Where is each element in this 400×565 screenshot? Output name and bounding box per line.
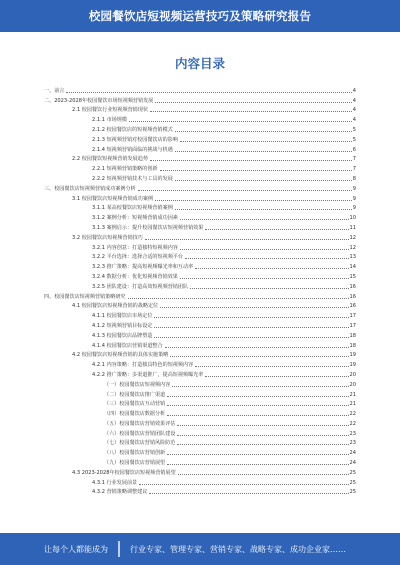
toc-entry-text: （八）校园餐饮店营销创新 — [104, 450, 166, 457]
toc-leader-dots — [154, 337, 348, 338]
toc-leader-dots — [66, 92, 351, 93]
toc-page-number: 13 — [349, 254, 356, 261]
toc-page-number: 16 — [349, 293, 356, 300]
toc-page-number: 8 — [352, 175, 356, 182]
toc-entry-text: 2.2.2 短视频营销技术与工具的发展 — [92, 175, 173, 182]
footer-tagline: 行业专家、管理专家、营销专家、战略专家、成功企业家…… — [130, 544, 346, 554]
toc-page-number: 10 — [349, 215, 356, 222]
table-of-contents — [44, 84, 356, 495]
toc-page-number: 17 — [349, 313, 356, 320]
header-banner — [0, 0, 400, 32]
toc-leader-dots — [155, 200, 352, 201]
toc-page-number: 4 — [352, 117, 356, 124]
toc-leader-dots — [138, 190, 352, 191]
toc-leader-dots — [154, 317, 348, 318]
toc-leader-dots — [170, 356, 348, 357]
toc-entry[interactable] — [44, 329, 356, 339]
toc-entry[interactable] — [44, 172, 356, 182]
toc-entry-text: 3.2.2 平台选择：选择合适的短视频平台 — [92, 254, 183, 261]
toc-entry-text: 2.1 校园餐饮行业短视频营销现状 — [72, 107, 148, 114]
toc-entry[interactable] — [44, 290, 356, 300]
toc-page-number: 7 — [352, 156, 356, 163]
toc-entry[interactable] — [44, 476, 356, 486]
toc-entry-text: 3.2.1 内容创意：打造独特短视频内容 — [92, 244, 178, 251]
toc-entry-text: 2.2 校园餐饮短视频营销发展趋势 — [72, 156, 148, 163]
toc-entry[interactable] — [44, 300, 356, 310]
toc-leader-dots — [155, 102, 351, 103]
toc-entry-text: 3.2.4 数据分析：优化短视频营销效果 — [92, 273, 178, 280]
toc-entry[interactable] — [44, 260, 356, 270]
toc-entry[interactable] — [44, 270, 356, 280]
toc-entry[interactable] — [44, 339, 356, 349]
toc-entry[interactable] — [44, 368, 356, 378]
toc-page-number: 16 — [349, 283, 356, 290]
toc-page-number: 11 — [349, 224, 356, 231]
toc-leader-dots — [190, 288, 348, 289]
toc-entry[interactable] — [44, 319, 356, 329]
toc-entry-text: （七）校园餐饮店营销风险防范 — [104, 440, 176, 447]
toc-page-number: 25 — [349, 469, 356, 476]
document-title: 校园餐饮店短视频运营技巧及策略研究报告 — [88, 9, 312, 23]
toc-entry-text: 4.1.1 校园餐饮店市场定位 — [92, 313, 153, 320]
toc-entry[interactable] — [44, 133, 356, 143]
toc-entry[interactable] — [44, 456, 356, 466]
toc-entry-text: 4.3 2023-2028年校园餐饮店短视频营销展望 — [72, 469, 176, 476]
toc-page-number: 9 — [352, 195, 356, 202]
toc-entry-text: （九）校园餐饮店营销展望 — [104, 460, 166, 467]
toc-page-number: 20 — [349, 381, 356, 388]
toc-leader-dots — [154, 327, 348, 328]
toc-entry-text: 3.1.2 案例分析：短视频营销成功因素 — [92, 215, 178, 222]
toc-entry-text: 二、2023-2028年校园餐饮市场短视频营销发展 — [44, 97, 154, 104]
toc-entry[interactable] — [44, 153, 356, 163]
toc-leader-dots — [180, 141, 352, 142]
toc-entry[interactable] — [44, 388, 356, 398]
toc-leader-dots — [205, 229, 348, 230]
toc-entry-text: 4.1.3 校园餐饮店品牌塑造 — [92, 332, 153, 339]
toc-leader-dots — [180, 278, 349, 279]
toc-entry-text: 4.1.2 短视频营销目标设定 — [92, 322, 153, 329]
toc-page-number: 9 — [352, 205, 356, 212]
toc-page-number: 23 — [349, 440, 356, 447]
toc-entry-text: 4.2.1 内容策略：打造独具特色的短视频内容 — [92, 362, 194, 369]
toc-entry-text: （三）校园餐饮店互动营销 — [104, 401, 166, 408]
toc-page-number: 12 — [349, 244, 356, 251]
toc-page-number: 12 — [349, 234, 356, 241]
toc-entry-text: （五）校园餐饮店营销效果评估 — [104, 420, 176, 427]
toc-entry-text: 2.1.1 市场规模 — [92, 117, 127, 124]
toc-page-number: 9 — [352, 185, 356, 192]
toc-entry-text: 4.2.2 推广策略：多渠道推广，提高短视频曝光率 — [92, 371, 204, 378]
toc-entry[interactable] — [44, 378, 356, 388]
toc-leader-dots — [185, 258, 349, 259]
toc-entry[interactable] — [44, 251, 356, 261]
toc-entry-text: 4.1 校园餐饮店短视频营销的战略定位 — [72, 303, 159, 310]
toc-page-number: 24 — [349, 460, 356, 467]
toc-page-number: 5 — [352, 126, 356, 133]
toc-page-number: 25 — [349, 479, 356, 486]
toc-leader-dots — [175, 151, 352, 152]
toc-leader-dots — [167, 396, 348, 397]
toc-heading: 内容目录 — [174, 56, 225, 71]
toc-entry-text: 4.2 校园餐饮店短视频营销的具体实施策略 — [72, 352, 169, 359]
toc-entry-text: 2.1.4 短视频营销面临的挑战与机遇 — [92, 146, 173, 153]
toc-entry-text: 3.1.3 案例启示：提升校园餐饮店短视频营销效果 — [92, 224, 204, 231]
toc-page-number: 18 — [349, 332, 356, 339]
toc-leader-dots — [177, 425, 348, 426]
toc-entry[interactable] — [44, 113, 356, 123]
toc-entry-text: 三、校园餐饮店短视频营销成功案例分析 — [44, 185, 136, 192]
toc-entry[interactable] — [44, 123, 356, 133]
footer-slogan: 让每个人都能成为 — [44, 544, 108, 554]
toc-leader-dots — [128, 298, 349, 299]
toc-page-number: 24 — [349, 450, 356, 457]
footer-banner — [0, 533, 400, 565]
toc-leader-dots — [172, 386, 348, 387]
toc-entry[interactable] — [44, 231, 356, 241]
toc-page-number: 16 — [349, 303, 356, 310]
toc-page-number: 19 — [349, 352, 356, 359]
toc-page-number: 4 — [352, 107, 356, 114]
toc-entry[interactable] — [44, 241, 356, 251]
toc-entry-text: 3.2 校园餐饮店短视频营销技巧 — [72, 234, 143, 241]
toc-page-number: 7 — [352, 166, 356, 173]
toc-entry[interactable] — [44, 407, 356, 417]
toc-entry[interactable] — [44, 182, 356, 192]
toc-page-number: 20 — [349, 371, 356, 378]
toc-leader-dots — [167, 405, 348, 406]
toc-leader-dots — [149, 493, 348, 494]
toc-page-number: 4 — [352, 87, 356, 94]
toc-entry[interactable] — [44, 94, 356, 104]
toc-leader-dots — [175, 131, 352, 132]
toc-leader-dots — [167, 415, 348, 416]
toc-entry[interactable] — [44, 349, 356, 359]
toc-page-number: 19 — [349, 362, 356, 369]
toc-leader-dots — [129, 121, 352, 122]
toc-entry[interactable] — [44, 466, 356, 476]
toc-page-number: 18 — [349, 342, 356, 349]
toc-leader-dots — [175, 209, 352, 210]
toc-page-number: 22 — [349, 420, 356, 427]
toc-entry[interactable] — [44, 437, 356, 447]
toc-leader-dots — [178, 474, 349, 475]
toc-entry[interactable] — [44, 398, 356, 408]
toc-entry[interactable] — [44, 486, 356, 496]
toc-entry[interactable] — [44, 446, 356, 456]
toc-entry-text: 2.1.3 短视频营销对校园餐饮店的影响 — [92, 136, 178, 143]
toc-page-number: 21 — [349, 401, 356, 408]
toc-leader-dots — [177, 444, 348, 445]
toc-leader-dots — [175, 180, 352, 181]
toc-entry-text: （六）校园餐饮店营销团队建设 — [104, 430, 176, 437]
footer-divider — [118, 541, 120, 557]
toc-leader-dots — [160, 307, 348, 308]
toc-leader-dots — [177, 435, 348, 436]
toc-page-number: 23 — [349, 430, 356, 437]
toc-entry-text: 3.2.5 团队建设：打造高效短视频营销团队 — [92, 283, 189, 290]
toc-entry-text: 四、校园餐饮店短视频营销策略研究 — [44, 293, 126, 300]
toc-page-number: 25 — [349, 489, 356, 496]
toc-entry-text: （四）校园餐饮店数据分析 — [104, 411, 166, 418]
toc-entry-text: 4.1.4 校园餐饮店营销渠道整合 — [92, 342, 163, 349]
toc-page-number: 15 — [349, 273, 356, 280]
toc-leader-dots — [180, 249, 349, 250]
toc-leader-dots — [167, 464, 348, 465]
toc-entry-text: 一、前言 — [44, 87, 65, 94]
toc-page-number: 6 — [352, 146, 356, 153]
toc-leader-dots — [195, 366, 348, 367]
toc-entry-text: 2.1.2 校园餐饮店的短视频营销模式 — [92, 126, 173, 133]
toc-page-number: 17 — [349, 322, 356, 329]
toc-entry-text: 2.2.1 短视频营销策略的创新 — [92, 166, 158, 173]
toc-entry[interactable] — [44, 221, 356, 231]
toc-entry[interactable] — [44, 309, 356, 319]
toc-page-number: 22 — [349, 411, 356, 418]
toc-entry[interactable] — [44, 143, 356, 153]
toc-entry[interactable] — [44, 84, 356, 94]
toc-leader-dots — [145, 239, 349, 240]
toc-leader-dots — [165, 347, 349, 348]
toc-entry[interactable] — [44, 162, 356, 172]
toc-entry[interactable] — [44, 192, 356, 202]
toc-entry[interactable] — [44, 417, 356, 427]
toc-entry[interactable] — [44, 280, 356, 290]
toc-entry-text: 3.1.1 某高校餐饮店短视频营销案例 — [92, 205, 173, 212]
toc-entry-text: （二）校园餐饮店推广渠道 — [104, 391, 166, 398]
toc-page-number: 5 — [352, 136, 356, 143]
toc-leader-dots — [180, 219, 349, 220]
toc-entry-text: 3.1 校园餐饮店短视频营销成功案例 — [72, 195, 154, 202]
toc-entry-text: 3.2.3 推广策略：提高短视频曝光率和互动率 — [92, 264, 194, 271]
toc-entry[interactable] — [44, 202, 356, 212]
toc-leader-dots — [150, 160, 352, 161]
toc-leader-dots — [167, 454, 348, 455]
toc-entry-text: 4.3.1 行业发展前景 — [92, 479, 138, 486]
toc-entry[interactable] — [44, 211, 356, 221]
toc-page-number: 21 — [349, 391, 356, 398]
toc-entry[interactable] — [44, 104, 356, 114]
toc-entry-text: （一）校园餐饮店短视频内容 — [104, 381, 171, 388]
toc-leader-dots — [205, 376, 348, 377]
toc-entry[interactable] — [44, 427, 356, 437]
toc-leader-dots — [139, 484, 348, 485]
toc-page-number: 4 — [352, 97, 356, 104]
toc-entry[interactable] — [44, 358, 356, 368]
toc-leader-dots — [195, 268, 348, 269]
toc-entry-text: 4.3.2 营销策略调整建议 — [92, 489, 148, 496]
toc-leader-dots — [160, 170, 352, 171]
toc-leader-dots — [150, 111, 352, 112]
toc-page-number: 14 — [349, 264, 356, 271]
